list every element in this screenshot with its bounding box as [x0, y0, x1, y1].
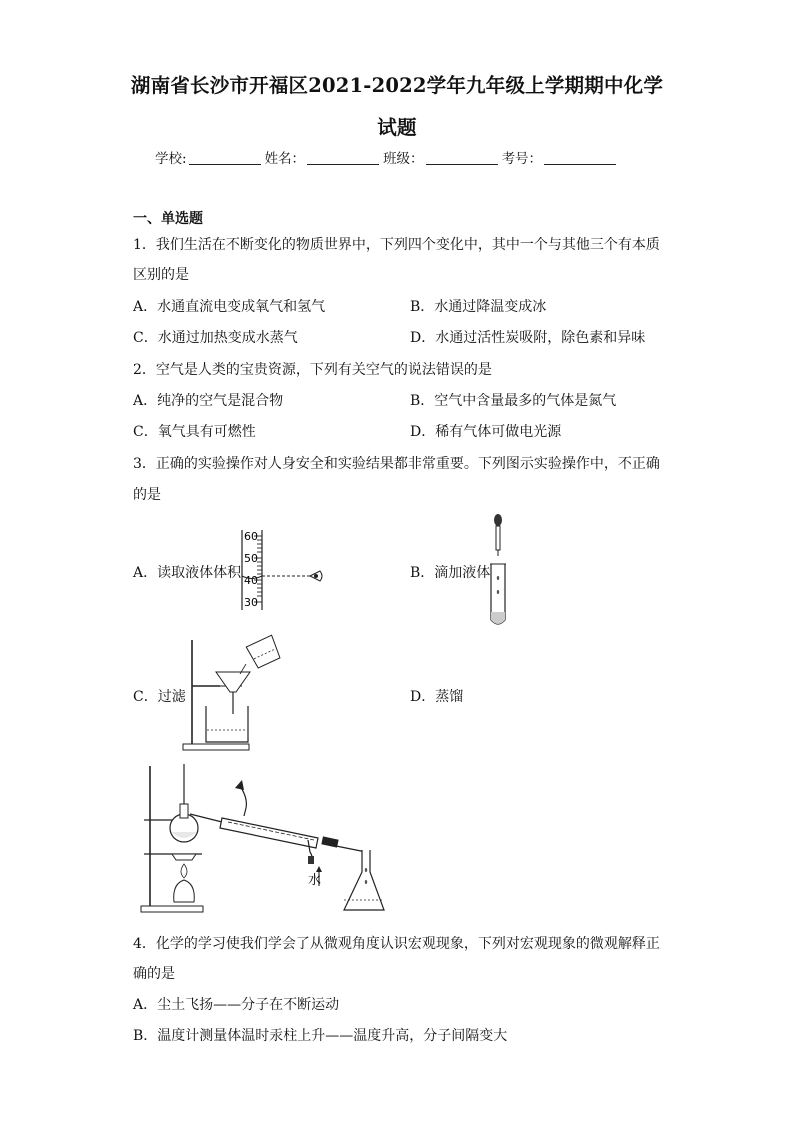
q4-stem-line1: 4．化学的学习使我们学会了从微观角度认识宏观现象，下列对宏观现象的微观解释正: [133, 936, 660, 952]
class-label: 班级：: [383, 151, 424, 167]
q3-option-b[interactable]: B．滴加液体: [410, 565, 491, 581]
class-blank[interactable]: [426, 150, 498, 165]
q1-option-a[interactable]: A．水通直流电变成氧气和氢气: [133, 299, 326, 315]
q2-option-d[interactable]: D．稀有气体可做电光源: [410, 424, 562, 440]
cylinder-mark-50: 50: [244, 552, 258, 565]
school-blank[interactable]: [189, 150, 261, 165]
exam-title-line2: 试题: [377, 116, 417, 139]
cylinder-mark-60: 60: [244, 530, 258, 543]
q3-option-a[interactable]: A．读取液体体积: [133, 565, 242, 581]
distillation-figure: [138, 762, 386, 914]
q1-option-b[interactable]: B．水通过降温变成冰: [410, 299, 547, 315]
q1-option-c[interactable]: C．水通过加热变成水蒸气: [133, 330, 298, 346]
q3-option-c[interactable]: C．过滤: [133, 689, 186, 705]
outflow-arrow-icon: [235, 780, 244, 790]
section-title: 一、单选题: [133, 211, 203, 227]
cylinder-reading-figure: [232, 528, 332, 612]
filtration-figure: [180, 634, 286, 752]
q1-option-d[interactable]: D．水通过活性炭吸附，除色素和异味: [410, 330, 646, 346]
q3-option-d[interactable]: D．蒸馏: [410, 689, 464, 705]
flame-icon: [181, 864, 187, 878]
q2-stem: 2．空气是人类的宝贵资源，下列有关空气的说法错误的是: [133, 362, 492, 378]
number-blank[interactable]: [544, 150, 616, 165]
q1-stem-line2: 区别的是: [133, 267, 189, 283]
water-label: 水: [308, 873, 322, 888]
q2-option-c[interactable]: C．氧气具有可燃性: [133, 424, 256, 440]
dropper-bulb-icon: [494, 514, 502, 526]
name-label: 姓名：: [264, 151, 306, 167]
exam-title-line1: 湖南省长沙市开福区2021-2022学年九年级上学期期中化学: [130, 74, 664, 97]
q3-stem-line1: 3．正确的实验操作对人身安全和实验结果都非常重要。下列图示实验操作中，不正确: [133, 456, 660, 472]
student-info-row: [155, 147, 620, 167]
q4-option-b[interactable]: B．温度计测量体温时汞柱上升——温度升高，分子间隔变大: [133, 1028, 508, 1044]
water-in-arrow-icon: [316, 866, 322, 872]
dropper-testtube-figure: [488, 512, 508, 630]
q4-option-a[interactable]: A．尘土飞扬——分子在不断运动: [133, 997, 340, 1013]
name-blank[interactable]: [307, 150, 379, 165]
cylinder-mark-30: 30: [244, 596, 258, 609]
q3-stem-line2: 的是: [133, 487, 161, 503]
q4-stem-line2: 确的是: [133, 966, 175, 982]
school-label: 学校:: [155, 151, 187, 167]
q2-option-b[interactable]: B．空气中含量最多的气体是氮气: [410, 393, 617, 409]
q1-stem-line1: 1．我们生活在不断变化的物质世界中，下列四个变化中，其中一个与其他三个有本质: [133, 237, 660, 253]
number-label: 考号：: [501, 151, 543, 167]
q2-option-a[interactable]: A．纯净的空气是混合物: [133, 393, 284, 409]
cylinder-mark-40: 40: [244, 574, 258, 587]
